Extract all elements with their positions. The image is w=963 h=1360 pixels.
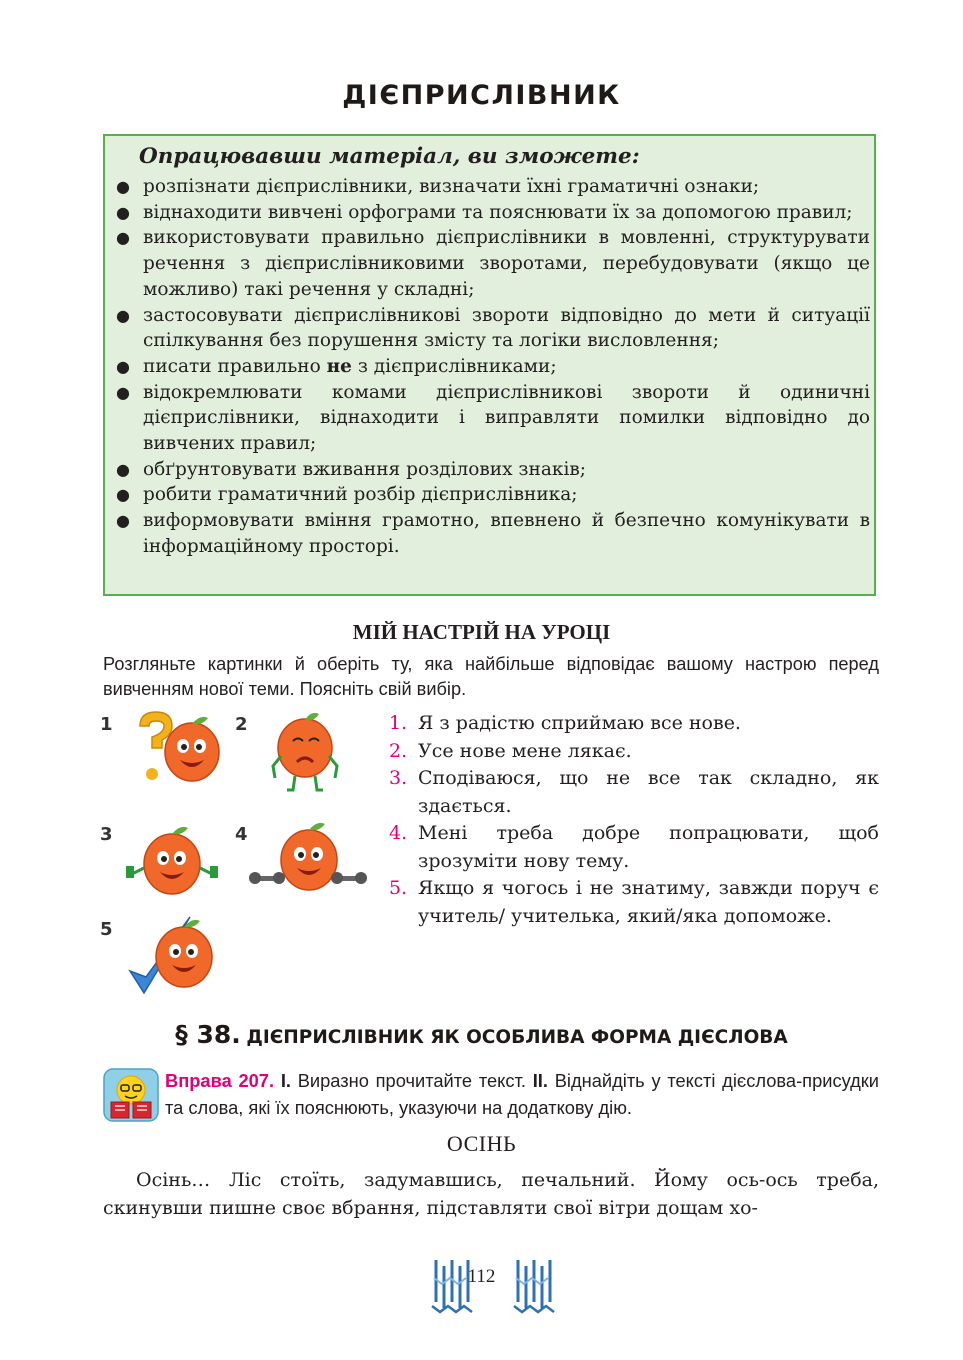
goal-text: використовувати правильно дієприслівники в мовленні, структурувати речення з дієприслівниковими зворотами, перебудовувати (якщо це можливо) такі речення у складні; <box>143 227 870 300</box>
goal-text: віднаходити вивчені орфограми та пояснювати їх за допомогою правил; <box>143 201 853 223</box>
picture-number: 2 <box>235 714 248 735</box>
bullet-icon: ● <box>116 356 130 376</box>
mood-picture-1[interactable] <box>100 708 230 803</box>
goal-item <box>105 174 876 200</box>
picture-number: 3 <box>100 824 113 845</box>
goal-item <box>105 303 876 354</box>
chapter-title: ДІЄПРИСЛІВНИК <box>342 80 621 111</box>
goal-item <box>105 354 876 380</box>
bullet-icon: ● <box>116 382 130 402</box>
bullet-icon: ● <box>116 228 130 248</box>
goal-text: писати правильно не з дієприслівниками; <box>143 355 557 377</box>
option-number: 3. <box>389 767 408 789</box>
bullet-icon: ● <box>116 202 130 222</box>
section-title: ДІЄПРИСЛІВНИК ЯК ОСОБЛИВА ФОРМА ДІЄСЛОВА <box>246 1027 788 1048</box>
reading-text-body: Осінь… Ліс стоїть, задумавшись, печальний. Йому ось-ось треба, скинувши пишне своє вбрання, підставляти свої вітри дощам хо- <box>103 1169 879 1219</box>
exercise-part-2-text: Віднайдіть у тексті дієслова-присудки та слова, які їх пояснюють, указуючи на додаткову дію. <box>165 1070 879 1118</box>
option-text: Усе нове мене лякає. <box>418 739 632 762</box>
mood-picture-4[interactable] <box>235 818 365 913</box>
option-text: Якщо я чогось і не знатиму, завжди поруч є учитель/ учителька, який/яка допоможе. <box>418 877 879 927</box>
mood-option[interactable] <box>389 875 879 930</box>
checkmark-peach-icon <box>112 913 232 1003</box>
section-heading <box>0 1020 963 1049</box>
picture-number: 5 <box>100 919 113 940</box>
mood-heading: МІЙ НАСТРІЙ НА УРОЦІ <box>352 620 611 644</box>
section-number: § 38. <box>175 1020 241 1049</box>
scared-peach-icon <box>247 708 357 793</box>
goal-item <box>105 380 876 457</box>
bullet-icon: ● <box>116 485 130 505</box>
mood-intro: Розгляньте картинки й оберіть ту, яка найбільше відповідає вашому настрою перед вивченням нової теми. Поясніть свій вибір. <box>103 654 879 699</box>
goal-text: обґрунтовувати вживання розділових знаків; <box>143 458 587 480</box>
goal-item <box>105 200 876 226</box>
mood-option[interactable] <box>389 738 879 766</box>
option-number: 4. <box>389 822 408 844</box>
goal-item <box>105 482 876 508</box>
goal-item <box>105 508 876 559</box>
option-number: 5. <box>389 877 408 899</box>
option-text: Мені треба добре попрацювати, щоб зрозуміти нову тему. <box>418 822 879 872</box>
exercise-task <box>165 1068 879 1121</box>
question-peach-icon <box>112 708 222 788</box>
goals-list <box>105 174 876 560</box>
page-number: 112 <box>467 1266 496 1287</box>
mood-picture-2[interactable] <box>235 708 365 803</box>
thumbs-up-peach-icon <box>112 818 232 903</box>
picture-number: 4 <box>235 824 248 845</box>
mood-option[interactable] <box>389 820 879 875</box>
option-text: Сподіваюся, що не все так складно, як здається. <box>418 767 879 817</box>
picture-number: 1 <box>100 714 113 735</box>
mood-pictures <box>100 708 380 1008</box>
bullet-icon: ● <box>116 459 130 479</box>
reading-text-title: ОСІНЬ <box>446 1131 517 1156</box>
reading-student-icon <box>103 1068 159 1122</box>
mood-option[interactable] <box>389 710 879 738</box>
option-number: 2. <box>389 739 408 762</box>
goal-text: розпізнати дієприслівники, визначати їхні граматичні ознаки; <box>143 176 760 197</box>
exercise-part-1-mark: I. <box>280 1070 291 1091</box>
bullet-icon: ● <box>116 177 130 196</box>
bullet-icon: ● <box>116 305 130 325</box>
bullet-icon: ● <box>116 511 130 531</box>
mood-option[interactable] <box>389 765 879 820</box>
goal-text: виформовувати вміння грамотно, впевнено й безпечно комунікувати в інформаційному просторі. <box>143 510 870 557</box>
option-number: 1. <box>389 712 408 734</box>
exercise-label: Вправа 207. <box>165 1070 275 1091</box>
dumbbell-peach-icon <box>247 818 367 903</box>
goal-item <box>105 225 876 302</box>
mood-picture-5[interactable] <box>100 913 230 1008</box>
option-text: Я з радістю сприймаю все нове. <box>418 712 741 734</box>
goals-heading: Опрацювавши матеріал, ви зможете: <box>139 144 640 169</box>
mood-options <box>389 710 879 930</box>
folk-ornament-icon <box>512 1256 558 1314</box>
mood-picture-3[interactable] <box>100 818 230 913</box>
goal-text: робити граматичний розбір дієприслівника; <box>143 484 578 506</box>
exercise-part-1-text: Виразно прочитайте текст. <box>297 1070 526 1091</box>
goal-text: застосовувати дієприслівникові звороти відповідно до мети й ситуації спілкування без порушення змісту та логіки висловлення; <box>143 304 870 352</box>
exercise-part-2-mark: II. <box>532 1070 548 1091</box>
learning-goals-box <box>103 134 876 596</box>
goal-item <box>105 457 876 483</box>
goal-text: відокремлювати комами дієприслівникові звороти й одиничні дієприслівники, віднаходити і виправляти помилки відповідно до вивчених правил; <box>143 381 870 455</box>
